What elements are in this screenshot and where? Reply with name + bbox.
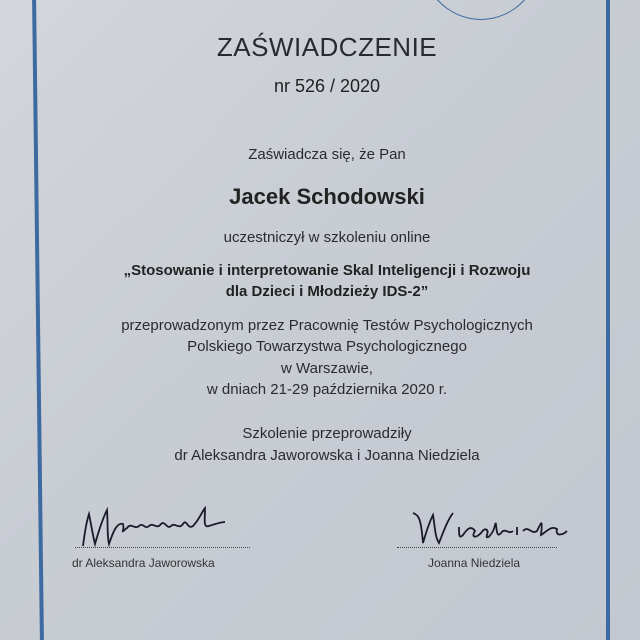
course-title-line2: dla Dzieci i Młodzieży IDS-2” bbox=[225, 283, 429, 300]
intro-text: Zaświadcza się, że Pan bbox=[248, 146, 406, 163]
signature-jaworowska bbox=[75, 500, 245, 550]
certificate-number: nr 526 / 2020 bbox=[273, 76, 381, 96]
organizer-line2: Polskiego Towarzystwa Psychologicznego bbox=[187, 338, 467, 355]
trainers-intro: Szkolenie przeprowadziły bbox=[242, 425, 412, 442]
organizer-line3: w Warszawie, bbox=[281, 360, 373, 377]
organizer-line1: przeprowadzonym przez Pracownię Testów Psychologicznych bbox=[121, 317, 533, 334]
participation-text: uczestniczył w szkoleniu online bbox=[223, 229, 431, 246]
recipient-name: Jacek Schodowski bbox=[229, 184, 425, 209]
course-dates: w dniach 21-29 października 2020 r. bbox=[206, 381, 448, 398]
signatory-name-right: Joanna Niedziela bbox=[428, 556, 521, 570]
signature-line-right bbox=[397, 547, 557, 548]
trainers-names: dr Aleksandra Jaworowska i Joanna Niedziela bbox=[174, 447, 480, 464]
seal-outline bbox=[420, 0, 542, 20]
signatory-name-left: dr Aleksandra Jaworowska bbox=[72, 556, 215, 570]
certificate-title: ZAŚWIADCZENIE bbox=[216, 32, 438, 62]
signature-niedziela bbox=[405, 505, 575, 550]
signature-line-left bbox=[75, 547, 250, 548]
course-title-line1: „Stosowanie i interpretowanie Skal Inteligencji i Rozwoju bbox=[123, 262, 531, 279]
